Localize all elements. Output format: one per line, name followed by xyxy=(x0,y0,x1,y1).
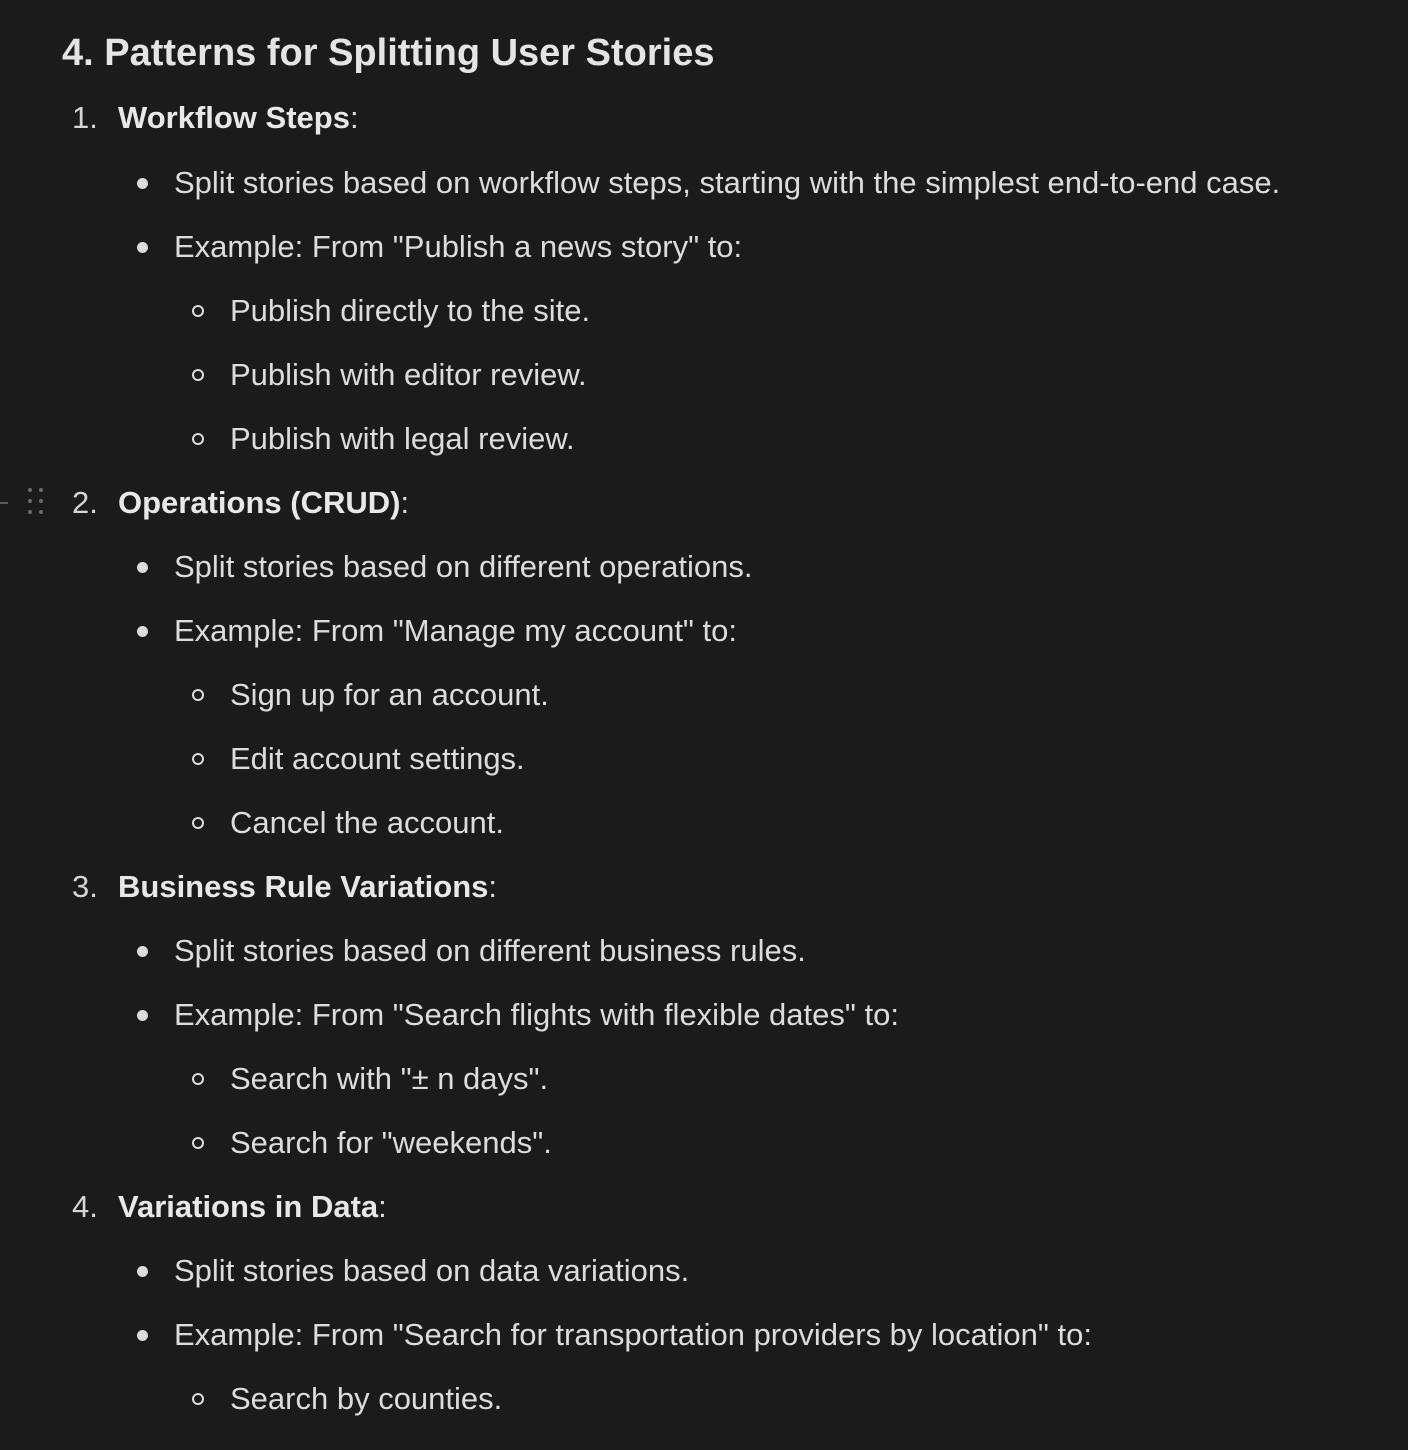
bullet-icon xyxy=(137,562,148,573)
circle-bullet-icon xyxy=(192,1393,204,1405)
section-title: Workflow Steps xyxy=(118,100,350,135)
sub-bullet-item[interactable] xyxy=(0,355,1408,395)
bullet-text: Split stories based on workflow steps, starting with the simplest end-to-end case. xyxy=(174,165,1281,200)
sub-bullet-item[interactable] xyxy=(0,675,1408,715)
bullet-text: Split stories based on different operations. xyxy=(174,549,753,584)
circle-bullet-icon xyxy=(192,817,204,829)
bullet-item[interactable] xyxy=(0,931,1408,971)
sub-bullet-item[interactable] xyxy=(0,739,1408,779)
list-number: 1. xyxy=(72,100,98,135)
circle-bullet-icon xyxy=(192,433,204,445)
circle-bullet-icon xyxy=(192,1137,204,1149)
bullet-item[interactable] xyxy=(0,1315,1408,1355)
list-number: 2. xyxy=(72,485,98,520)
page-heading: 4. Patterns for Splitting User Stories xyxy=(62,32,715,74)
sub-bullet-item[interactable] xyxy=(0,803,1408,843)
list-item-operations[interactable] xyxy=(0,483,1408,523)
bullet-item[interactable] xyxy=(0,227,1408,267)
sub-bullet-text: Sign up for an account. xyxy=(230,677,549,712)
bullet-item[interactable] xyxy=(0,611,1408,651)
bullet-item[interactable] xyxy=(0,163,1408,203)
circle-bullet-icon xyxy=(192,1073,204,1085)
bullet-item[interactable] xyxy=(0,1251,1408,1291)
sub-bullet-text: Publish directly to the site. xyxy=(230,293,591,328)
bullet-icon xyxy=(137,242,148,253)
list-item-variations-in-data[interactable] xyxy=(0,1187,1408,1227)
sub-bullet-text: Publish with editor review. xyxy=(230,357,587,392)
bullet-text: Example: From "Search for transportation providers by location" to: xyxy=(174,1317,1092,1352)
bullet-item[interactable] xyxy=(0,547,1408,587)
bullet-text: Example: From "Manage my account" to: xyxy=(174,613,738,648)
circle-bullet-icon xyxy=(192,369,204,381)
sub-bullet-item[interactable] xyxy=(0,1123,1408,1163)
sub-bullet-text: Search for "weekends". xyxy=(230,1125,552,1160)
bullet-text: Split stories based on different business rules. xyxy=(174,933,806,968)
sub-bullet-text: Publish with legal review. xyxy=(230,421,575,456)
sub-bullet-text: Search by counties. xyxy=(230,1381,503,1416)
list-item-text: Business Rule Variations: xyxy=(118,869,498,904)
section-title: Operations (CRUD) xyxy=(118,485,401,520)
list-item-workflow-steps[interactable] xyxy=(0,98,1408,138)
circle-bullet-icon xyxy=(192,689,204,701)
circle-bullet-icon xyxy=(192,753,204,765)
sub-bullet-item[interactable] xyxy=(0,419,1408,459)
bullet-icon xyxy=(137,946,148,957)
drag-handle-icon[interactable] xyxy=(0,483,50,523)
bullet-icon xyxy=(137,1266,148,1277)
bullet-icon xyxy=(137,1010,148,1021)
list-item-text: Variations in Data: xyxy=(118,1189,387,1224)
list-number: 3. xyxy=(72,869,98,904)
circle-bullet-icon xyxy=(192,305,204,317)
list-number: 4. xyxy=(72,1189,98,1224)
list-item-text: Workflow Steps: xyxy=(118,100,359,135)
bullet-text: Split stories based on data variations. xyxy=(174,1253,690,1288)
bullet-text: Example: From "Search flights with flexible dates" to: xyxy=(174,997,899,1032)
sub-bullet-text: Search with "± n days". xyxy=(230,1061,549,1096)
bullet-icon xyxy=(137,178,148,189)
sub-bullet-item[interactable] xyxy=(0,1059,1408,1099)
list-item-business-rule-variations[interactable] xyxy=(0,867,1408,907)
section-title: Business Rule Variations xyxy=(118,869,489,904)
list-item-text: Operations (CRUD): xyxy=(118,485,410,520)
sub-bullet-text: Edit account settings. xyxy=(230,741,525,776)
bullet-icon xyxy=(137,1330,148,1341)
sub-bullet-text: Cancel the account. xyxy=(230,805,505,840)
sub-bullet-item[interactable] xyxy=(0,1379,1408,1419)
bullet-text: Example: From "Publish a news story" to: xyxy=(174,229,743,264)
bullet-icon xyxy=(137,626,148,637)
sub-bullet-item[interactable] xyxy=(0,291,1408,331)
bullet-item[interactable] xyxy=(0,995,1408,1035)
section-title: Variations in Data xyxy=(118,1189,379,1224)
